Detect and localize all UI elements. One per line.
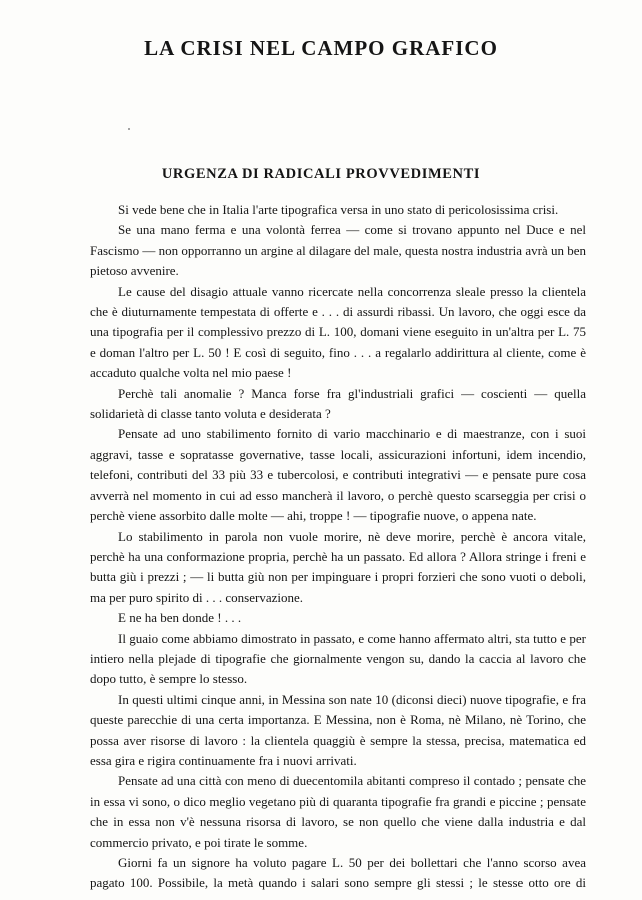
paragraph: Si vede bene che in Italia l'arte tipografica versa in uno stato di pericolosissima crisi.: [118, 202, 559, 217]
paragraph: Se una mano ferma e una volontà ferrea — come si trovano appunto nel Duce e nel Fascismo — non opporranno un argine al dilagare del male, questa nostra industria avrà un ben pietoso avvenire.: [90, 222, 586, 279]
article-subtitle: URGENZA DI RADICALI PROVVEDIMENTI: [161, 166, 481, 182]
paragraph: Pensate ad uno stabilimento fornito di vario macchinario e di maestranze, con i suoi aggravi, tasse e sopratasse governative, tasse locali, assicurazioni infortuni, idem incendio, telefoni, contributi del 33 più 33 e tubercolosi, e contributi integrativi — e pensate pure cosa avverrà nel momento in cui ad esso mancherà il lavoro, o perchè questo scarseggia per crisi o perchè viene assorbito dalle molte — ahi, troppe ! — tipografie nuove, o appena nate.: [90, 426, 586, 524]
paragraph: Lo stabilimento in parola non vuole morire, nè deve morire, perchè è ancora vitale, perchè ha una conformazione propria, perchè ha un passato. Ed allora ? Allora stringe i freni e butta giù i prezzi ; — li butta giù non per impinguare i propri forzieri che sono vuoti o deboli, ma per puro spirito di . . . conservazione.: [90, 528, 586, 605]
paragraph: Le cause del disagio attuale vanno ricercate nella concorrenza sleale presso la clientela che è diuturnamente tempestata di offerte e . . . di assurdi ribassi. Un lavoro, che oggi esce da una tipografia per il complessivo prezzo di L. 100, domani viene eseguito in un'altra per L. 75 e doman l'altro per L. 50 ! E così di seguito, fino . . . a regalarlo addirittura al cliente, come è accaduto qualche volta nel mio paese !: [90, 283, 586, 381]
article-title: LA CRISI NEL CAMPO GRAFICO: [144, 36, 498, 60]
paragraph: Pensate ad una città con meno di duecentomila abitanti compreso il contado ; pensate che in essa vi sono, o dico meglio vegetano più di quaranta tipografie fra grandi e piccine ; pensate che in essa non v'è nessuna risorsa di lavoro, se non quello che viene dalla industria e dal commercio privato, e poi tirate le somme.: [90, 773, 586, 850]
paragraph: Il guaio come abbiamo dimostrato in passato, e come hanno affermato altri, sta tutto e per intiero nella plejade di tipografie che giornalmente vengon su, dando la caccia al lavoro che dopo tutto, è sempre lo stesso.: [90, 630, 586, 687]
paragraph: In questi ultimi cinque anni, in Messina son nate 10 (diconsi dieci) nuove tipografie, e fra queste parecchie di una certa importanza. E Messina, non è Roma, nè Milano, nè Torino, che possa aver risorse di lavoro : la clientela quaggiù è sempre la stessa, precisa, matematica ed essa gira e rigira continuamente fra i nuovi arrivati.: [90, 691, 586, 768]
article-body: [90, 200, 586, 894]
paragraph: Perchè tali anomalie ? Manca forse fra gl'industriali grafici — coscienti — quella solidarietà di classe tanto voluta e desiderata ?: [90, 385, 586, 422]
paragraph: Giorni fa un signore ha voluto pagare L. 50 per dei bollettari che l'anno scorso avea pagato 100. Possibile, la metà quando i salari sono sempre gli stessi ; le stesse otto ore di: [90, 855, 586, 891]
paragraph: E ne ha ben donde ! . . .: [118, 610, 242, 626]
print-speck: [128, 128, 130, 130]
